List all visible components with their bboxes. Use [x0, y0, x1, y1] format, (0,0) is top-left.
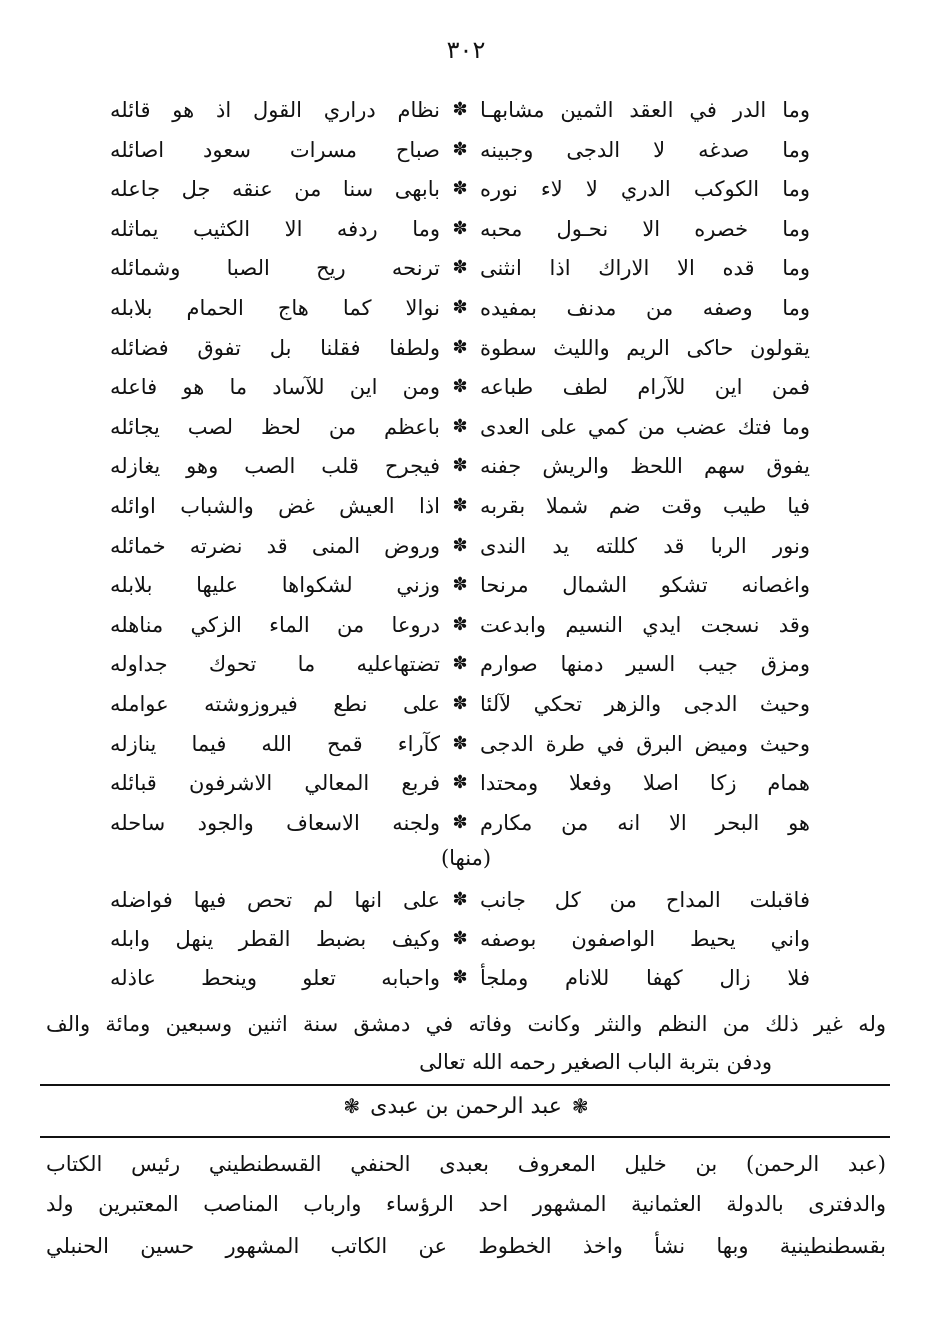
first-hemistich: واغصانه تشكو الشمال مرنحا [480, 573, 810, 598]
verse-separator-star: ✽ [452, 772, 468, 794]
verse-separator-star: ✽ [452, 415, 468, 437]
verse-separator-star: ✽ [452, 574, 468, 596]
second-hemistich: واحبابه تعلو وينحط عاذله [110, 966, 440, 990]
first-hemistich: فمن اين للآرام لطف طباعه [480, 375, 810, 400]
second-hemistich: ترنحه ريح الصبا وشمائله [110, 256, 440, 281]
verse-separator-star: ✽ [452, 653, 468, 675]
poem-verse-line [90, 330, 810, 366]
page-number: ٣٠٢ [446, 36, 486, 64]
poem-verse-line [90, 567, 810, 603]
bio-line-1: (عبد الرحمن) بن خليل المعروف بعبدى الحنفي القسطنطيني رئيس الكتاب [46, 1152, 886, 1176]
verse-separator-star: ✽ [452, 534, 468, 556]
second-hemistich: على نطع فيروزوشته عوامله [110, 692, 440, 716]
first-hemistich: وما وصفه من مدنف بمفيده [480, 296, 810, 320]
first-hemistich: وما فتك عضب من كمي على العدى [480, 414, 810, 439]
first-hemistich: همام زكا اصلا وفعلا ومحتدا [480, 771, 810, 796]
second-hemistich: دروعا من الماء الزكي مناهله [110, 612, 440, 637]
bio-line-3: بقسطنطينية وبها نشأ واخذ الخطوط عن الكاتب المشهور حسين الحنبلي [46, 1234, 886, 1258]
poem-verse-line [90, 726, 810, 762]
first-hemistich: وما قده الا الاراك اذا انثنى [480, 256, 810, 281]
biography-heading [0, 1094, 932, 1119]
poem2-verse-line [90, 960, 810, 996]
verse-separator-star: ✽ [452, 376, 468, 398]
first-hemistich: واني يحيط الواصفون بوصفه [480, 927, 810, 951]
poem-verse-line [90, 528, 810, 564]
poem-verse-line [90, 646, 810, 682]
first-hemistich: فيا طيب وقت ضم شملا بقربه [480, 494, 810, 518]
poem-verse-line [90, 409, 810, 445]
first-hemistich: يفوق سهم اللحظ والريش جفنه [480, 454, 810, 479]
divider-top [40, 1084, 890, 1086]
first-hemistich: ونور الربا قد كللته يد الندى [480, 533, 810, 558]
poem-verse-line [90, 92, 810, 128]
verse-separator-star: ✽ [452, 889, 468, 910]
divider-bottom [40, 1136, 890, 1138]
second-hemistich: اذا العيش غض والشباب اوائله [110, 494, 440, 518]
second-hemistich: وما ردفه الا الكثيب يماثله [110, 216, 440, 241]
poem-verse-line [90, 211, 810, 247]
second-hemistich: كآراء قمح الله فيما ينازله [110, 731, 440, 756]
second-hemistich: ولطفا فقلنا بل تفوق فضائله [110, 335, 440, 360]
poem-verse-line [90, 686, 810, 722]
second-hemistich: ولجنه الاسعاف والجود ساحله [110, 810, 440, 835]
poem-verse-line [90, 290, 810, 326]
poem-verse-line [90, 448, 810, 484]
verse-separator-star: ✽ [452, 967, 468, 988]
poem-verse-line [90, 250, 810, 286]
poem-verse-line [90, 607, 810, 643]
second-hemistich: وروض المنى قد نضرته خمائله [110, 533, 440, 558]
second-hemistich: على انها لم تحص فيها فواضله [110, 888, 440, 912]
first-hemistich: وحيث وميض البرق في طرة الدجى [480, 731, 810, 756]
verse-separator-star: ✽ [452, 495, 468, 516]
verse-separator-star: ✽ [452, 257, 468, 279]
poem-verse-line [90, 369, 810, 405]
verse-separator-star: ✽ [452, 297, 468, 318]
verse-separator-star: ✽ [452, 138, 468, 160]
verse-separator-star: ✽ [452, 217, 468, 239]
second-hemistich: ومن اين للآساد ما هو فاعله [110, 375, 440, 400]
verse-separator-star: ✽ [452, 732, 468, 754]
verse-separator-star: ✽ [452, 99, 468, 120]
second-hemistich: بابهى سنا من عنقه جل جاعله [110, 177, 440, 202]
poem-verse-line [90, 132, 810, 168]
poem2-verse-line [90, 921, 810, 957]
verse-separator-star: ✽ [452, 336, 468, 358]
second-hemistich: وزني لشكواها عليها بلابله [110, 573, 440, 598]
second-hemistich: نظام دراري القول اذ هو قائله [110, 98, 440, 122]
first-hemistich: فاقبلت المداح من كل جانب [480, 888, 810, 912]
first-hemistich: وما صدغه لا الدجى وجبينه [480, 137, 810, 162]
first-hemistich: وما الكوكب الدري لا لاء نوره [480, 177, 810, 202]
first-hemistich: وقد نسجت ايدي النسيم وابدعت [480, 612, 810, 637]
verse-separator-star: ✽ [452, 178, 468, 200]
biography-title: عبد الرحمن بن عبدى [370, 1094, 562, 1119]
verse-separator-star: ✽ [452, 613, 468, 635]
ornament-icon: ❃ [343, 1094, 361, 1118]
second-hemistich: صباح مسرات سعود اصائله [110, 137, 440, 162]
second-hemistich: تضتهاعليه ما تحوك جداوله [110, 652, 440, 677]
first-hemistich: وحيث الدجى والزهر تحكي لآلئا [480, 692, 810, 716]
second-hemistich: نوالا كما هاج الحمام بلابله [110, 296, 440, 320]
verse-separator-star: ✽ [452, 811, 468, 833]
second-hemistich: فيجرح قلب الصب وهو يغازله [110, 454, 440, 479]
bio-line-2: والدفترى بالدولة العثمانية المشهور احد الرؤساء وارباب المناصب المعتبرين ولد [46, 1192, 886, 1216]
verse-separator-star: ✽ [452, 693, 468, 714]
poem-verse-line [90, 765, 810, 801]
first-hemistich: ومزق جيب السير دمنها صوارم [480, 652, 810, 677]
first-hemistich: هو البحر الا انه من مكارم [480, 810, 810, 835]
poem-verse-line [90, 171, 810, 207]
first-hemistich: وما الدر في العقد الثمين مشابهـا [480, 98, 810, 122]
second-hemistich: وكيف بضبط القطر ينهل وابله [110, 927, 440, 951]
first-hemistich: فلا زال كهفا للانام وملجأ [480, 966, 810, 990]
verse-separator-star: ✽ [452, 455, 468, 477]
section-caption: (منها) [440, 846, 492, 870]
prose-line-1: وله غير ذلك من النظم والنثر وكانت وفاته في دمشق سنة اثنين وسبعين ومائة والف [46, 1012, 886, 1036]
second-hemistich: فربع المعالي الاشرفون قبائله [110, 771, 440, 796]
first-hemistich: وما خصره الا نحـول محبه [480, 216, 810, 241]
verse-separator-star: ✽ [452, 928, 468, 949]
poem-verse-line [90, 805, 810, 841]
ornament-icon: ❃ [571, 1094, 589, 1118]
first-hemistich: يقولون حاكى الريم والليث سطوة [480, 335, 810, 360]
second-hemistich: باعظم من لحظ لصب يجائله [110, 414, 440, 439]
prose-line-2: ودفن بتربة الباب الصغير رحمه الله تعالى [419, 1050, 772, 1074]
poem-verse-line [90, 488, 810, 524]
poem2-verse-line [90, 882, 810, 918]
